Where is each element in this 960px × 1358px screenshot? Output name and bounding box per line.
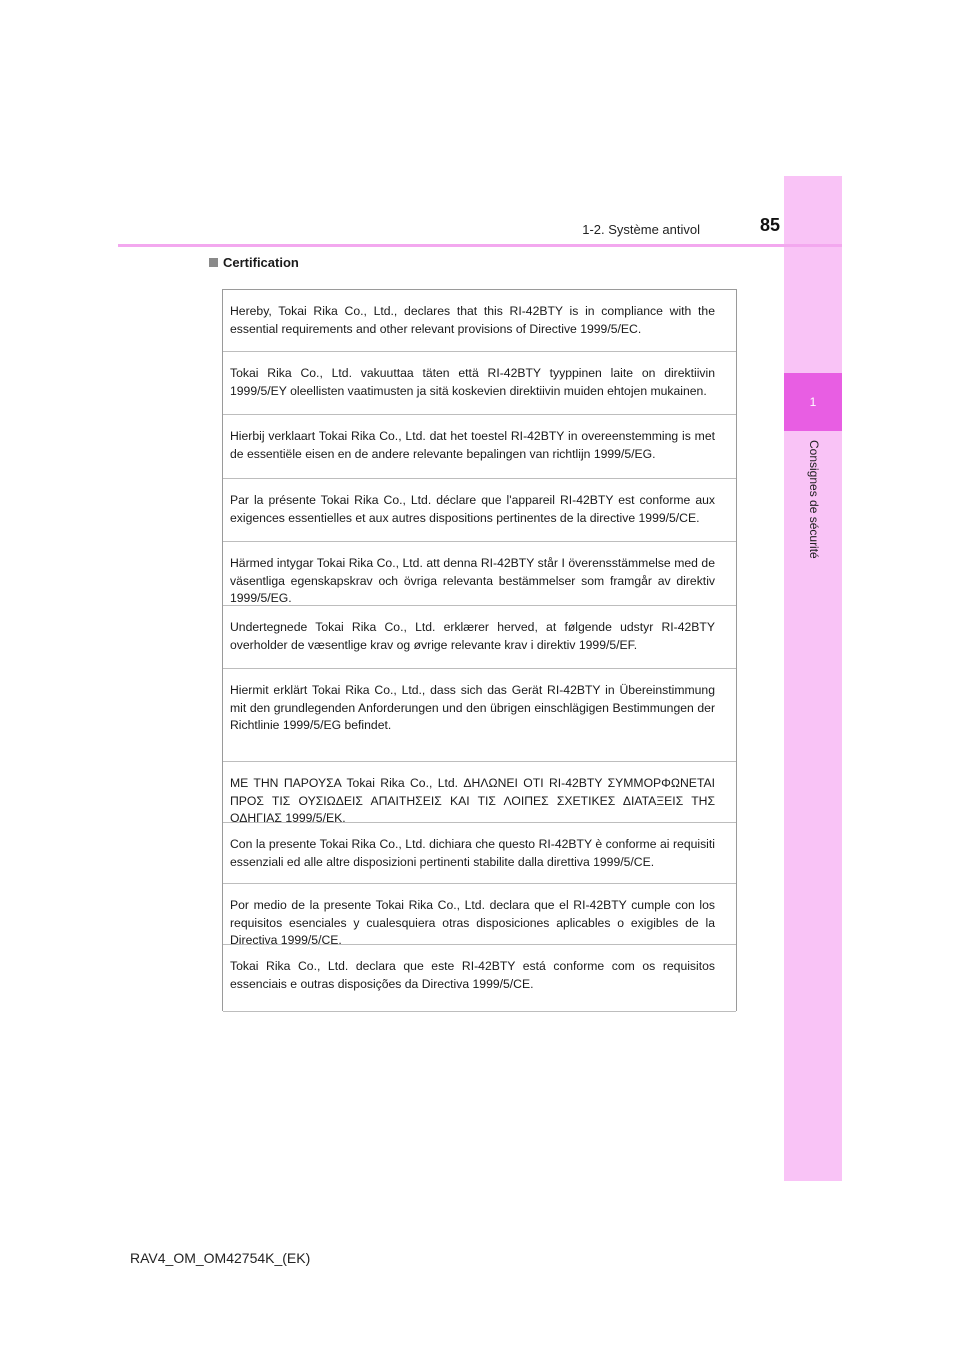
chapter-label: Consignes de sécurité xyxy=(807,440,821,559)
section-title: 1-2. Système antivol xyxy=(582,222,700,237)
document-code: RAV4_OM_OM42754K_(EK) xyxy=(130,1250,311,1266)
declaration-pt xyxy=(223,945,736,1012)
certification-table xyxy=(222,289,737,1011)
declaration-es xyxy=(223,884,736,945)
declaration-nl xyxy=(223,415,736,479)
declaration-text: Tokai Rika Co., Ltd. declara que este RI-42BTY está conforme com os requisitos essenciais e outras disposições da Directiva 1999/5/CE. xyxy=(230,959,715,991)
declaration-text: ΜΕ ΤΗΝ ΠΑΡΟΥΣΑ Tokai Rika Co., Ltd. ΔΗΛΩΝΕΙ ΟΤΙ RI-42BTY ΣΥΜΜΟΡΦΩΝΕΤΑΙ ΠΡΟΣ ΤΙΣ ΟΥΣΙΩΔΕΙΣ ΑΠΑΙΤΗΣΕΙΣ ΚΑΙ ΤΙΣ ΛΟΙΠΕΣ ΣΧΕΤΙΚΕΣ ΔΙΑΤΑΞΕΙΣ ΤΗΣ ΟΔΗΓΙΑΣ 1999/5/ΕΚ. xyxy=(230,776,715,825)
declaration-text: Hereby, Tokai Rika Co., Ltd., declares that this RI-42BTY is in compliance with the essential requirements and other relevant provisions of Directive 1999/5/EC. xyxy=(230,304,715,336)
declaration-text: Par la présente Tokai Rika Co., Ltd. déclare que l'appareil RI-42BTY est conforme aux exigences essentielles et aux autres dispositions pertinentes de la directive 1999/5/CE. xyxy=(230,493,715,525)
chapter-number[interactable]: 1 xyxy=(784,373,842,431)
declaration-it xyxy=(223,823,736,884)
declaration-de xyxy=(223,669,736,762)
page-number: 85 xyxy=(759,215,780,235)
declaration-text: Härmed intygar Tokai Rika Co., Ltd. att denna RI-42BTY står I överensstämmelse med de väsentliga egenskapskrav och övriga relevanta bestämmelser som framgår av direktiv 1999/5/EG. xyxy=(230,556,715,605)
declaration-text: Hierbij verklaart Tokai Rika Co., Ltd. dat het toestel RI-42BTY in overeenstemming is met de essentiële eisen en de andere relevante bepalingen van richtlijn 1999/5/EG. xyxy=(230,429,715,461)
declaration-text: Undertegnede Tokai Rika Co., Ltd. erklærer herved, at følgende udstyr RI-42BTY overholder de væsentlige krav og øvrige relevante krav i direktiv 1999/5/EF. xyxy=(230,620,715,652)
declaration-fr xyxy=(223,479,736,542)
certification-heading xyxy=(209,255,299,270)
declaration-sv xyxy=(223,542,736,606)
declaration-el xyxy=(223,762,736,823)
square-bullet-icon xyxy=(209,258,218,267)
side-tab xyxy=(784,176,842,1181)
declaration-da xyxy=(223,606,736,669)
declaration-en xyxy=(223,290,736,352)
declaration-text: Tokai Rika Co., Ltd. vakuuttaa täten että RI-42BTY tyyppinen laite on direktiivin 1999/5/EY oleellisten vaatimusten ja sitä koskevien direktiivin muiden ehtojen mukainen. xyxy=(230,366,715,398)
certification-heading-text: Certification xyxy=(223,255,299,270)
declaration-text: Hiermit erklärt Tokai Rika Co., Ltd., dass sich das Gerät RI-42BTY in Übereinstimmung mit den grundlegenden Anforderungen und den übrigen einschlägigen Bestimmungen der Richtlinie 1999/5/EG befindet. xyxy=(230,683,715,732)
header-divider xyxy=(118,244,842,247)
declaration-text: Con la presente Tokai Rika Co., Ltd. dichiara che questo RI-42BTY è conforme ai requisiti essenziali ed alle altre disposizioni pertinenti stabilite dalla direttiva 1999/5/CE. xyxy=(230,837,715,869)
declaration-text: Por medio de la presente Tokai Rika Co., Ltd. declara que el RI-42BTY cumple con los requisitos esenciales y cualesquiera otras disposiciones aplicables o exigibles de la Directiva 1999/5/CE. xyxy=(230,898,715,947)
declaration-fi xyxy=(223,352,736,415)
